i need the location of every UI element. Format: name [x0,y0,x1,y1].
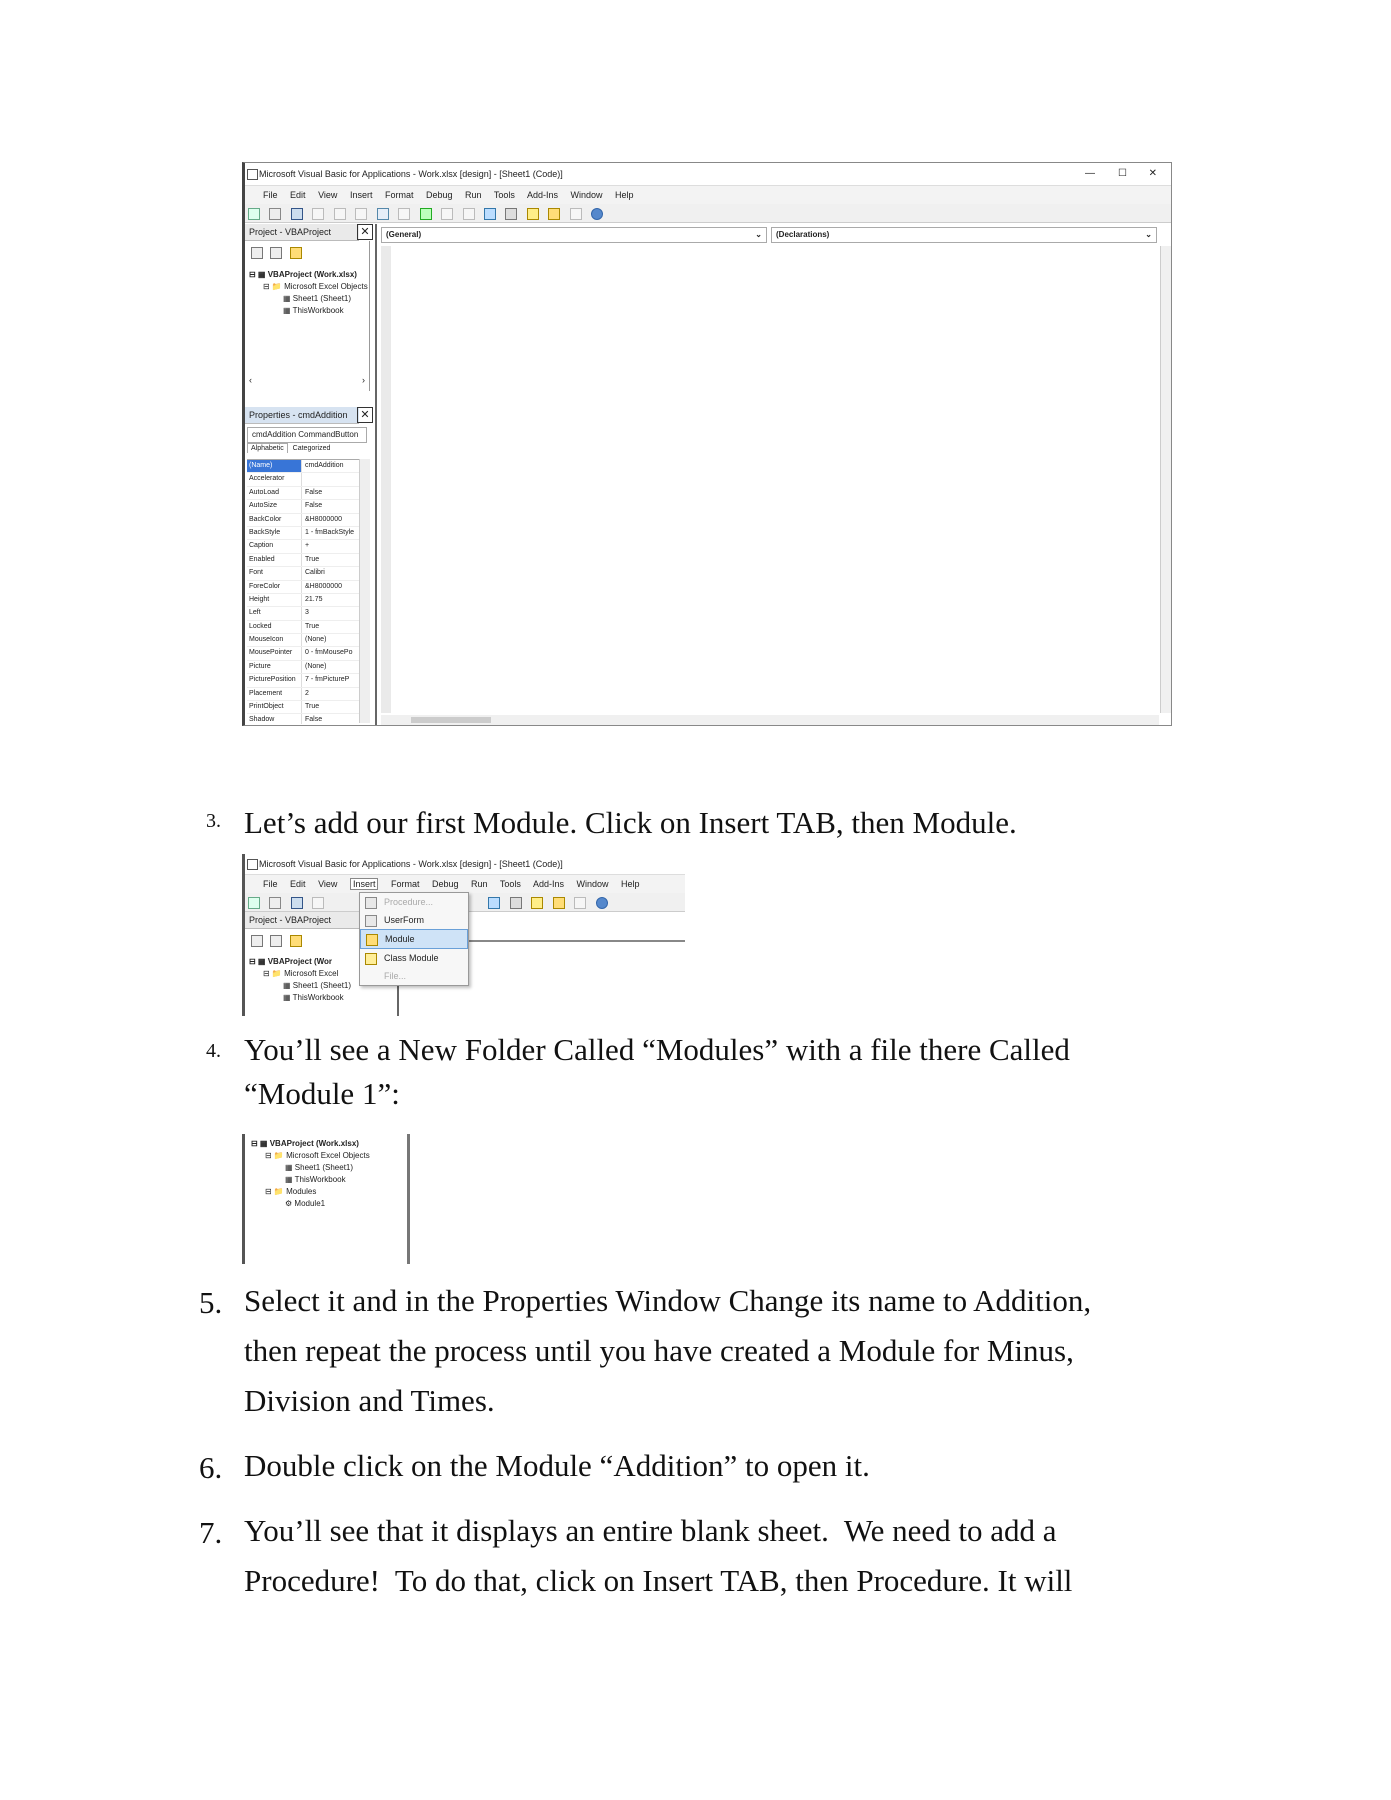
property-name: Caption [247,540,302,552]
property-value[interactable]: False [305,488,323,496]
menu-tools[interactable]: Tools [493,190,515,200]
menu-format[interactable]: Format [384,190,414,200]
property-name: PicturePosition [247,674,302,686]
step-5-line-2: then repeat the process until you have created a Module for Minus, [244,1333,1074,1368]
object-combo[interactable]: (General) ⌄ [381,227,767,243]
scroll-right-icon[interactable]: › [362,375,365,385]
property-row[interactable] [247,473,359,486]
view-object-icon[interactable] [270,935,282,947]
maximize-icon[interactable]: ☐ [1118,168,1127,179]
object-browser-icon[interactable] [553,897,565,909]
vba-app-icon [247,859,258,870]
property-name: Placement [247,688,302,700]
menu-item-procedure[interactable]: Procedure... [360,893,468,911]
excel-icon[interactable] [248,897,260,909]
property-name: Font [247,567,302,579]
step-7-line-2: Procedure! To do that, click on Insert TAB, then Procedure. It will [244,1563,1073,1598]
tree-item-thisworkbook[interactable]: ▦ ThisWorkbook [285,1175,346,1184]
properties-scrollbar[interactable] [359,459,370,723]
userform-icon [365,915,377,927]
menu-view[interactable]: View [318,879,338,889]
property-value[interactable]: True [305,622,320,630]
property-row[interactable] [247,607,359,620]
tab-categorized[interactable]: Categorized [292,445,331,452]
cut-icon[interactable] [312,897,324,909]
window-title-bar [245,854,685,875]
menu-insert[interactable]: Insert [349,190,373,200]
menu-item-module[interactable]: Module [360,929,468,949]
view-code-icon[interactable] [251,247,263,259]
property-row[interactable] [247,661,359,674]
tree-item-sheet1[interactable]: ▦ Sheet1 (Sheet1) [283,981,352,990]
step-4-line-1: You’ll see a New Folder Called “Modules” with a file there Called [244,1032,1070,1067]
menu-format[interactable]: Format [390,879,420,889]
insert-dropdown-menu [359,892,469,986]
excel-icon[interactable] [248,208,260,220]
property-value[interactable]: 1 - fmBackStyle [305,528,355,536]
vba-app-icon [247,169,258,180]
break-icon[interactable] [441,208,453,220]
tree-item-vbaproject[interactable]: ⊟ ▦ VBAProject (Wor [249,957,333,966]
step-7-line-1: You’ll see that it displays an entire blank sheet. We need to add a [244,1513,1057,1548]
design-mode-icon[interactable] [488,897,500,909]
property-value[interactable]: + [305,542,310,550]
code-window [375,224,1171,725]
project-tree [249,269,368,317]
property-row[interactable] [247,621,359,634]
menu-help[interactable]: Help [615,190,634,200]
property-value[interactable]: True [305,555,320,563]
properties-window-icon[interactable] [527,208,539,220]
view-code-icon[interactable] [251,935,263,947]
project-pane-title: Project - VBAProject [245,912,359,929]
tree-item-excel-objects[interactable]: ⊟ 📁 Microsoft Excel Objects [263,282,368,291]
menu-item-userform[interactable]: UserForm [360,911,468,929]
property-value[interactable]: False [305,716,323,724]
property-row[interactable] [247,487,359,500]
save-icon[interactable] [291,208,303,220]
standard-toolbar [245,204,1171,223]
project-explorer-icon[interactable] [510,897,522,909]
tree-item-sheet1[interactable]: ▦ Sheet1 (Sheet1) [285,1163,354,1172]
modules-tree-screenshot [242,1134,410,1264]
design-mode-icon[interactable] [484,208,496,220]
toggle-folders-icon[interactable] [290,935,302,947]
dropdown-arrow-icon: ⌄ [1145,230,1152,239]
property-row[interactable] [247,460,359,473]
tree-item-modules[interactable]: ⊟ 📁 Modules [265,1187,317,1196]
copy-icon[interactable] [334,208,346,220]
property-value[interactable]: &H8000000 [305,515,342,523]
property-value[interactable]: &H8000000 [305,582,342,590]
vba-editor-screenshot [242,162,1172,726]
properties-tabs [247,445,333,452]
property-value[interactable]: False [305,502,323,510]
help-icon[interactable] [596,897,608,909]
property-row[interactable] [247,674,359,687]
project-pane [245,241,370,391]
paste-icon[interactable] [355,208,367,220]
project-pane-title: Project - VBAProject [245,224,359,241]
menu-window[interactable]: Window [570,190,603,200]
step-6-text: Double click on the Module “Addition” to open it. [244,1448,870,1483]
step-5-number: 5. [199,1285,223,1320]
property-row[interactable] [247,554,359,567]
property-name: MouseIcon [247,634,302,646]
menu-addins[interactable]: Add-Ins [526,190,558,200]
property-name: BackColor [247,514,302,526]
toolbox-icon[interactable] [570,208,582,220]
menu-run[interactable]: Run [471,879,488,889]
help-icon[interactable] [591,208,603,220]
toolbox-icon[interactable] [574,897,586,909]
property-value[interactable]: (None) [305,662,327,670]
menu-edit[interactable]: Edit [290,190,306,200]
property-name: AutoSize [247,500,302,512]
step-3-text: Let’s add our first Module. Click on Insert TAB, then Module. [244,805,1017,840]
properties-window-icon[interactable] [531,897,543,909]
menu-addins[interactable]: Add-Ins [532,879,564,889]
dropdown-arrow-icon: ⌄ [755,230,762,239]
code-window-topline [465,940,685,942]
menu-bar [245,875,685,893]
property-name: ForeColor [247,581,302,593]
step-4-line-2: “Module 1”: [244,1076,400,1111]
step-5-line-1: Select it and in the Properties Window Change its name to Addition, [244,1283,1092,1318]
tree-item-sheet1[interactable]: ▦ Sheet1 (Sheet1) [283,294,352,303]
property-row[interactable] [247,514,359,527]
property-name: PrintObject [247,701,302,713]
module-icon [366,934,378,946]
property-name: MousePointer [247,647,302,659]
property-value[interactable] [302,473,359,485]
step-7-number: 7. [199,1515,223,1550]
run-icon[interactable] [420,208,432,220]
minimize-icon[interactable]: — [1085,168,1095,179]
properties-pane-close-icon[interactable]: ✕ [357,407,373,423]
menu-item-class-module[interactable]: Class Module [360,949,468,967]
project-explorer-icon[interactable] [505,208,517,220]
menu-window[interactable]: Window [576,879,609,889]
property-value[interactable]: 7 - fmPictureP [305,676,350,684]
property-name: Height [247,594,302,606]
tree-item-excel-objects[interactable]: ⊟ 📁 Microsoft Excel [263,969,339,978]
menu-tools[interactable]: Tools [499,879,521,889]
menu-view[interactable]: View [318,190,338,200]
tab-alphabetic[interactable]: Alphabetic [247,443,288,453]
code-hscrollbar-thumb[interactable] [411,717,491,723]
property-row[interactable] [247,688,359,701]
insert-menu-screenshot [242,854,685,1016]
property-name: AutoLoad [247,487,302,499]
class-module-icon [365,953,377,965]
code-editor[interactable] [381,246,1159,713]
property-value[interactable]: (None) [305,636,327,644]
code-hscrollbar[interactable] [381,715,1159,725]
reset-icon[interactable] [463,208,475,220]
property-name: Picture [247,661,302,673]
menu-file[interactable]: File [263,879,278,889]
undo-icon[interactable] [377,208,389,220]
tree-item-thisworkbook[interactable]: ▦ ThisWorkbook [283,993,344,1002]
menu-run[interactable]: Run [465,190,482,200]
procedure-combo[interactable]: (Declarations) ⌄ [771,227,1157,243]
menu-insert[interactable]: Insert [350,878,379,890]
property-row[interactable] [247,701,359,714]
property-name: (Name) [247,460,302,472]
property-name: Shadow [247,714,302,724]
tree-item-thisworkbook[interactable]: ▦ ThisWorkbook [283,306,344,315]
menu-help[interactable]: Help [621,879,640,889]
project-tree [251,1138,370,1210]
step-3-number: 3. [206,810,221,832]
property-name: Enabled [247,554,302,566]
project-pane-close-icon[interactable]: ✕ [357,224,373,240]
object-select-combo[interactable]: cmdAddition CommandButton [247,427,367,443]
property-row[interactable] [247,594,359,607]
menu-item-file[interactable]: File... [384,971,407,981]
property-name: Left [247,607,302,619]
object-browser-icon[interactable] [548,208,560,220]
property-row[interactable] [247,567,359,580]
project-tree [249,956,351,1004]
menu-edit[interactable]: Edit [290,879,306,889]
window-title: Microsoft Visual Basic for Applications - Work.xlsx [design] - [Sheet1 (Code)] [259,169,563,179]
property-value[interactable]: True [305,703,320,711]
property-value[interactable]: Calibri [305,569,325,577]
properties-pane-title: Properties - cmdAddition [245,407,359,424]
view-object-icon[interactable] [270,247,282,259]
property-name: Locked [247,621,302,633]
step-4-number: 4. [206,1040,221,1062]
step-5-line-3: Division and Times. [244,1383,495,1418]
scroll-left-icon[interactable]: ‹ [249,375,252,385]
tree-item-excel-objects[interactable]: ⊟ 📁 Microsoft Excel Objects [265,1151,370,1160]
window-title: Microsoft Visual Basic for Applications - Work.xlsx [design] - [Sheet1 (Code)] [259,859,563,869]
step-6-number: 6. [199,1450,223,1485]
menu-bar [245,186,1171,204]
cut-icon[interactable] [312,208,324,220]
property-row[interactable] [247,634,359,647]
menu-debug[interactable]: Debug [432,879,459,889]
procedure-icon [365,897,377,909]
property-row[interactable] [247,527,359,540]
properties-grid [247,459,359,724]
property-value[interactable]: 2 [305,689,309,697]
toggle-folders-icon[interactable] [290,247,302,259]
property-row[interactable] [247,500,359,513]
tree-item-vbaproject[interactable]: ⊟ ▦ VBAProject (Work.xlsx) [251,1139,359,1148]
property-row[interactable] [247,647,359,660]
property-name: Accelerator [247,473,302,485]
property-row[interactable] [247,581,359,594]
property-value[interactable]: 21.75 [305,595,323,603]
close-icon[interactable]: ✕ [1148,168,1157,179]
property-row[interactable] [247,714,359,724]
window-title-bar [245,163,1171,186]
property-value[interactable]: cmdAddition [302,460,359,472]
tree-item-vbaproject[interactable]: ⊟ ▦ VBAProject (Work.xlsx) [249,270,357,279]
redo-icon[interactable] [398,208,410,220]
project-hscrollbar[interactable] [247,375,367,387]
property-row[interactable] [247,540,359,553]
property-name: BackStyle [247,527,302,539]
insert-object-icon[interactable] [269,897,281,909]
code-vscrollbar[interactable] [1160,246,1171,713]
save-icon[interactable] [291,897,303,909]
property-value[interactable]: 3 [305,609,309,617]
property-value[interactable]: 0 - fmMousePo [305,649,353,657]
insert-object-icon[interactable] [269,208,281,220]
menu-file[interactable]: File [263,190,278,200]
tree-item-module1[interactable]: ⚙ Module1 [285,1199,326,1208]
menu-debug[interactable]: Debug [426,190,453,200]
